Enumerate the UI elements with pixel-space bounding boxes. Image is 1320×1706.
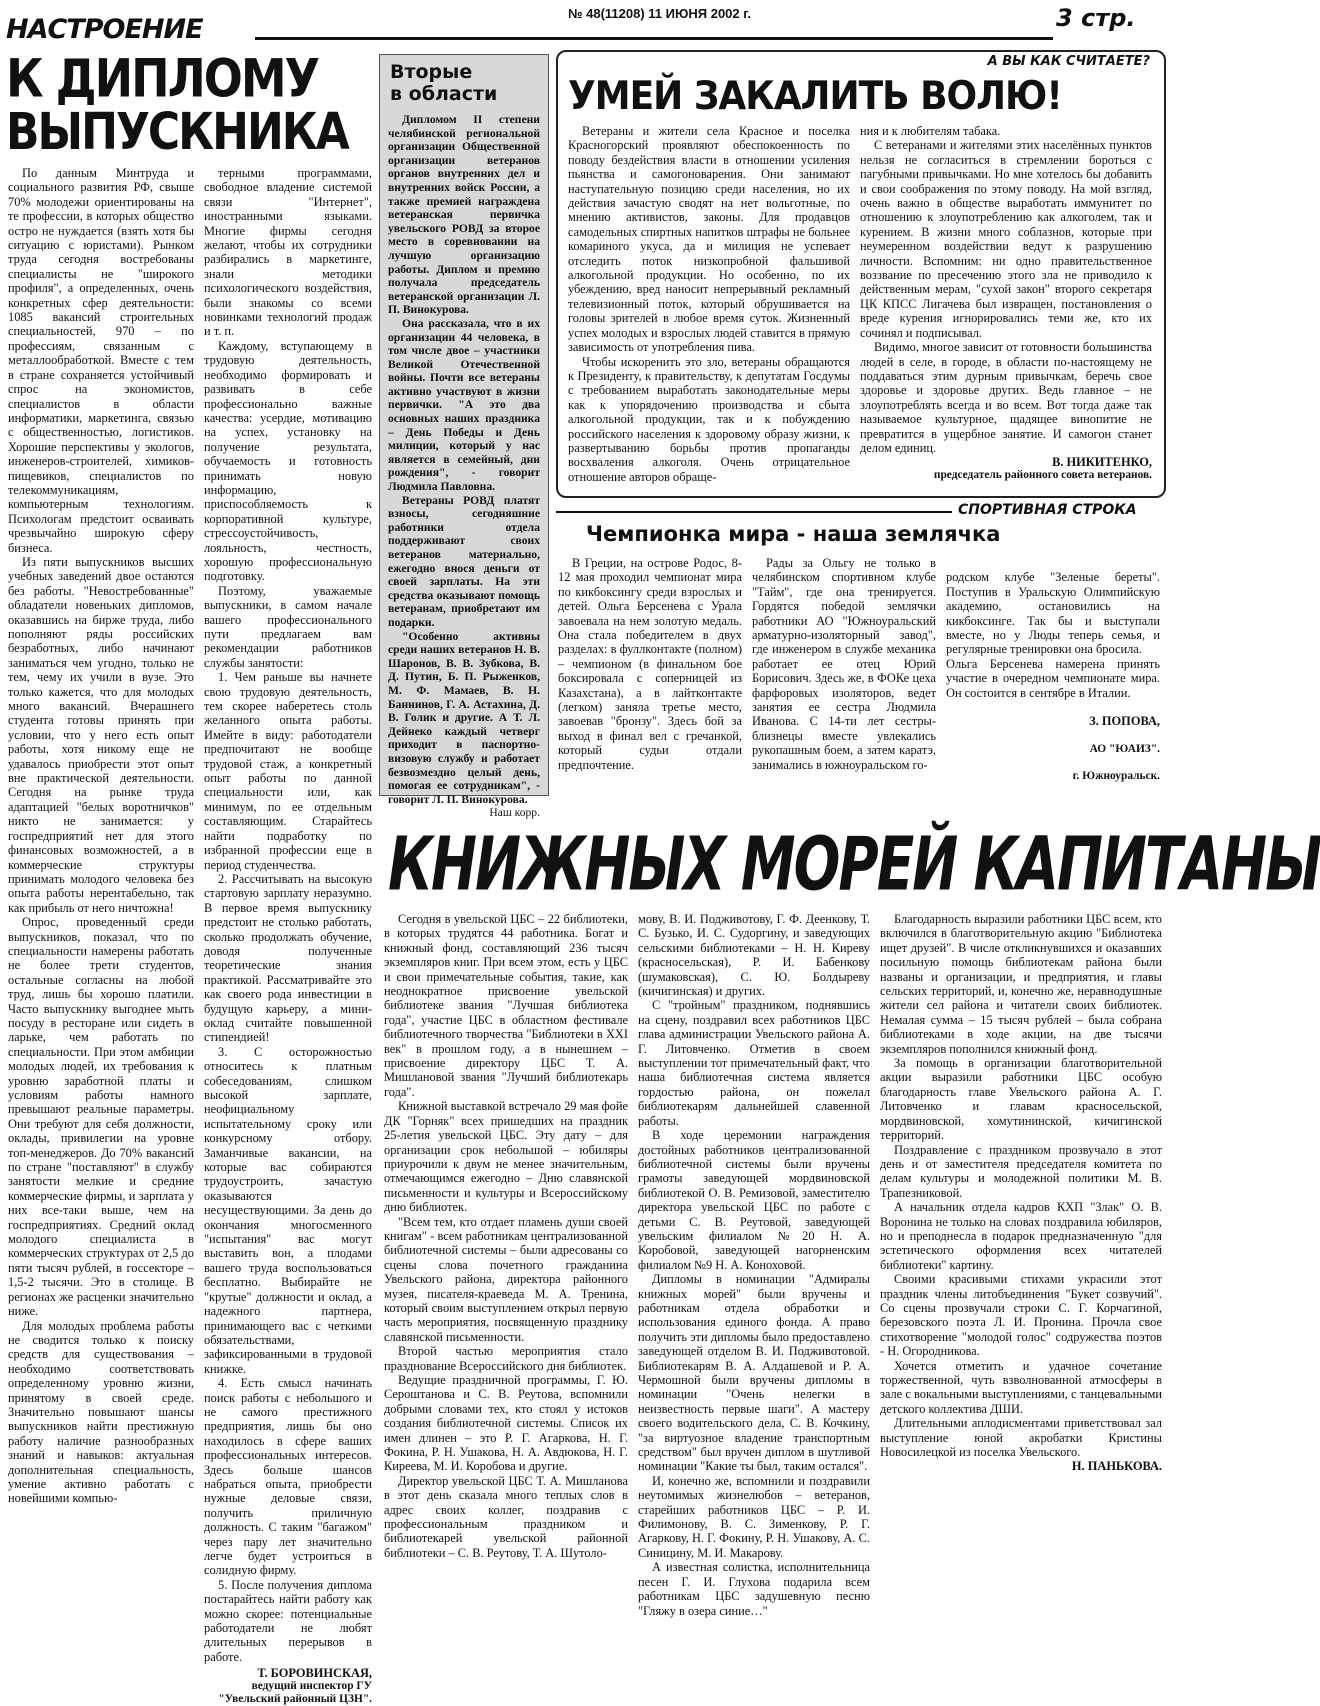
art4-column-3 — [946, 556, 1160, 796]
paragraph: мову, В. И. Подживотову, Г. Ф. Деенкову, Т. С. Бузько, И. С. Судоргину, и заведующих сельскими библиотеками – Н. Н. Киреву (красносельская), Р. И. Бабенкову (шумаковская), С. Ю. Болдыреву (кичигинская) и других. — [638, 912, 870, 999]
art4-rubric: СПОРТИВНАЯ СТРОКА — [958, 502, 1137, 518]
art3-title: УМЕЙ ЗАКАЛИТЬ ВОЛЮ! — [568, 74, 1062, 120]
art1-column-1 — [8, 166, 194, 1644]
paragraph: Поэтому, уважаемые выпускники, в самом начале вашего профессионального пути предлагаем вам рекомендации работников службы занятости: — [204, 583, 372, 670]
art1-title-line1: К ДИПЛОМУ — [6, 46, 319, 109]
art5-column-1 — [384, 912, 628, 1644]
paragraph: Хочется отметить и удачное сочетание торжественной, чуть взволнованной атмосферы в зале с вокальными выступлениями, с танцевальными детского коллектива ДШИ. — [880, 1358, 1162, 1416]
paragraph: 1. Чем раньше вы начнете свою трудовую деятельность, тем скорее наберетесь столь желанного опыта работы. Имейте в виду: работодатели предпочитают не вообще трудовой стаж, а конкретный опыт работы по данной специальности или, как минимум, по ее отдельным составляющим. Старайтесь найти подработку по избранной профессии еще в период студенчества. — [204, 670, 372, 872]
art3-author-position: председатель районного совета ветеранов. — [933, 469, 1152, 482]
paragraph: 3. С осторожностью относитесь к платным собеседованиям, слишком высокой зарплате, неофициальному испытательному сроку или конкурсному отбору. Заманчивые вакансии, на которые вас собираются трудоустроить, зачастую оказываются несуществующими. За день до окончания многосменного "испытания" вас могут выставить вон, а плодами вашего труда воспользоваться бесплатно. Выбирайте не "крутые" должности и оклад, а надежного партнера, принимающего вас с четкими обязательствами, зафиксированными в трудовой книжке. — [204, 1044, 372, 1376]
paragraph: 4. Есть смысл начинать поиск работы с небольшого и не самого престижного предприятия, лишь бы оно находилось в сфере ваших профессиональных интересов. Здесь больше шансов набраться опыта, приобрести нужные деловые связи, получить приличную должность. С таким "багажом" через пару лет значительно легче будет устроиться в солидную фирму. — [204, 1376, 372, 1578]
art1-author: Т. БОРОВИНСКАЯ, — [257, 1666, 372, 1681]
sidebar-author: Наш корр. — [489, 806, 540, 820]
issue-line: № 48(11208) 11 ИЮНЯ 2002 г. — [568, 6, 751, 21]
paragraph: И, конечно же, вспомнили и поздравили неутомимых жизнелюбов – ветеранов, старейших работников ЦБС – Р. И. Филимонову, В. С. Зименкову, Р. Г. Агаркову, Н. Г. Фокину, Р. Н. Ушакову, А. С. Синицину, М. И. Макарову. — [638, 1473, 870, 1560]
art3-column-1 — [568, 124, 850, 490]
art4-rubric-rule — [556, 511, 952, 513]
paragraph: Видимо, многое зависит от готовности большинства людей в селе, в городе, в области по-настоящему не поддаваться этим дурным привычкам, беречь свое здоровье и здоровье других. Ведь главное – не злоупотреблять всегда и во всем. Вот тогда даже так называемое культурное, щадящее винопитие не превратится в ущербное занятие. И самогон станет делом единиц. — [860, 340, 1152, 455]
paragraph: Второй частью мероприятия стало празднование Всероссийского дня библиотек. — [384, 1344, 628, 1373]
paragraph: По данным Минтруда и социального развития РФ, свыше 70% молодежи ориентированы на те профессии, в которых общество остро не нуждается (взять хотя бы ситуацию с юристами). Рынком труда сегодня востребованы специалисты не "широкого профиля", а определенных, очень конкретных сфер деятельности: 1085 вакансий строительных специальностей, 970 – по профессиям, связанным с металлообработкой. Вместе с тем в стране сохраняется устойчивый спрос на экономистов, специалистов в области информатики, маркетинга, связью с общественностью, логистиков. Хорошие перспективы у экологов, инженеров-строителей, химиков-пищевиков, специалистов по телекоммуникациям, компьютерным технологиям. Психологам предстоит осваивать чрезвычайно широкую сферу бизнеса. — [8, 166, 194, 555]
paragraph: Для молодых проблема работы не сводится только к поиску средств для существования – необходимо соответствовать определенному уровню жизни, принятому в своей среде. Значительно повышают шансы выпускников найти престижную работу наличие разнообразных знаний и навыков: актуальная дополнительная специальность, умение активно работать с новейшими компью- — [8, 1318, 194, 1506]
paragraph: Благодарность выразили работники ЦБС всем, кто включился в благотворительную акцию "Библиотека ищет друзей". В числе откликнувшихся и оказавших посильную помощь библиотекам района были названы и организации, и предприятия, и главы сельских территорий, и, конечно же, неравнодушные жители сел района и читатели своих библиотек. Немалая сумма – 15 тысяч рублей – была собрана библиотеками в ходе акции, на две тысячи экземпляров пополнился книжный фонд. — [880, 912, 1162, 1056]
paragraph: терными программами, свободное владение системой связи "Интернет", иностранными языками. Многие фирмы сегодня желают, чтобы их сотрудники разбирались в маркетинге, знали методики психологического воздействия, были знакомы со всеми новинками технологий продаж и т. п. — [204, 166, 372, 339]
paragraph: 5. После получения диплома постарайтесь найти работу как можно скорее: потенциальные работодатели не любят длительных перерывов в работе. — [204, 1577, 372, 1664]
art1-column-2 — [204, 166, 372, 1706]
paragraph: С "тройным" праздником, поднявшись на сцену, поздравил всех работников ЦБС глава администрации Увельского района А. Г. Литовченко. Отметив в своем выступлении тот примечательный факт, что наша библиотечная система является гордостью района, он пожелал библиотекарям дальнейшей славенной работы. — [638, 998, 870, 1128]
art4-author: З. ПОПОВА, — [1089, 714, 1160, 729]
paragraph: Из пяти выпускников высших учебных заведений двое остаются без работы. "Невостребованные" обладатели новеньких дипломов, оказавшись на бирже труда, либо пополняют ряды российских безработных, либо начинают заниматься чем угодно, только не тем, чему их учили в вузе. Это только кажется, что для молодых много вакансий. Вчерашнего студента готовы принять при условии, что у него есть опыт работы, хотя никому еще не удавалось приобрести этот опыт вне практической деятельности. Сегодня на рынке труда адаптацией "белых воротничков" никто не занимается: у госпредприятий нет для этого финансовых возможностей, а в коммерческие структуры принимать молодого человека без опыта работы нерентабельно, так как прибыль от него ничтожна! — [8, 554, 194, 915]
paragraph: Книжной выставкой встречало 29 мая фойе ДК "Горняк" всех пришедших на праздник 25-летия увельской ЦБС. Эту дату – для организации срок небольшой – юбиляры приурочили к двум не менее значительным, отмечающимся ежегодно – Дню славянской письменности и культуры и Всероссийскому дню библиотек. — [384, 1099, 628, 1215]
paragraph: В ходе церемонии награждения достойных работников централизованной библиотечной системы были вручены грамоты заведующей мордвиновской библиотекой О. В. Ремизовой, заместителю директора увельской ЦБС по работе с детьми С. В. Реутовой, заведующей увельским филиалом №20 Н. А. Коробовой, заведующей нагорненским филиалом №9 Н. А. Коноховой. — [638, 1128, 870, 1272]
paragraph: 2. Рассчитывать на высокую стартовую зарплату неразумно. В первое время выпускнику предстоит не столько работать, сколько продолжать обучение, доводя полученные теоретические знания практикой. Рассматривайте это как своего рода инвестиции в будущую карьеру, а мини-оклад считайте повышенной стипендией! — [204, 871, 372, 1045]
art1-title-line2: ВЫПУСКНИКА — [6, 103, 348, 162]
art5-author: Н. ПАНЬКОВА. — [1071, 1459, 1162, 1474]
paragraph: Директор увельской ЦБС Т. А. Мишланова в этот день сказала много теплых слов в адрес своих коллег, поздравив с профессиональным праздником и библиотекарей увельской районной библиотеки – С. В. Реутову, Т. А. Шутоло- — [384, 1473, 628, 1560]
art4-author-org: АО "ЮАИЗ". — [1089, 742, 1160, 755]
art3-column-2 — [860, 124, 1152, 490]
sidebar-title-line1: Вторые — [390, 61, 473, 83]
masthead-rule — [255, 37, 1053, 40]
paragraph: Ведущие праздничной программы, Г. Ю. Сероштанова и С. В. Реутова, вспомнили добрыми словами тех, кто стоял у истоков создания библиотечной системы. Список их имен длинен – это Р. Г. Агаркова, Н. Г. Фокина, Р. Н. Ушакова, Н. А. Авдюкова, Н. Г. Киреева, М. И. Коробова и другие. — [384, 1373, 628, 1474]
sidebar-box — [379, 54, 549, 820]
paragraph: "Всем тем, кто отдает пламень души своей книгам" - всем работникам централизованной библиотечной системы – были адресованы со сцены слова почетного гражданина Увельского района, директора районного музея, писателя-краеведа М. А. Тренина, который своим выступлением открыл первую часть мероприятия, посвященную празднику славянской письменности. — [384, 1214, 628, 1344]
art3-box — [556, 50, 1166, 498]
paragraph: Она рассказала, что в их организации 44 человека, в том числе двое – участники Великой Отечественной войны. Почти все ветераны активно участвуют в жизни первички. "А это два основных наших праздника – День Победы и День милиции, который у нас является в семейный, дни рождения", - говорит Людмила Павловна. — [388, 316, 540, 494]
paragraph: Дипломом II степени челябинской региональной организации Общественной организации ветеранов органов внутренних дел и внутренних войск России, а также премией награждена ветеранская первичка увельского РОВД за второе место в соревновании на лучшую организацию работы. Диплом и премию получала председатель ветеранской организации Л. П. Винокурова. — [388, 113, 540, 317]
art4-column-2 — [752, 556, 936, 796]
art4-title: Чемпионка мира - наша землячка — [586, 522, 1001, 546]
art3-author: В. НИКИТЕНКО, — [1052, 455, 1152, 470]
art4-column-1 — [558, 556, 742, 796]
art4-author-city: г. Южноуральск. — [1072, 770, 1160, 783]
paragraph: За помощь в организации благотворительной акции выразили работники ЦБС особую благодарность главе Увельского района А. Г. Литовченко и главам красносельской, мордвиновской, хомутининской, кичигинской территорий. — [880, 1056, 1162, 1143]
rubric-mood: НАСТРОЕНИЕ — [6, 14, 203, 45]
paragraph: Каждому, вступающему в трудовую деятельность, необходимо формировать и развивать в себе профессионально важные качества: усердие, мотивацию на успех, установку на получение результата, обучаемость и готовность принимать новую информацию, приспособляемость к корпоративной культуре, стрессоустойчивость, лояльность, честность, хорошую профессиональную подготовку. — [204, 338, 372, 584]
paragraph: А начальник отдела кадров КХП "Злак" О. В. Воронина не только на словах поздравила юбиляров, но и преподнесла в подарок предназначенную "для эстетического оформления всех читателей библиотеки" картину. — [880, 1200, 1162, 1272]
art5-column-3 — [880, 912, 1162, 1644]
art3-rubric: А ВЫ КАК СЧИТАЕТЕ? — [984, 54, 1154, 69]
paragraph: Рады за Ольгу не только в челябинском спортивном клубе "Тайм", где она тренируется. Гордятся победой землячки работники АО "Южноуральский арматурно-изоляторный завод", где инженером в службе механика работает ее отец Юрий Борисович. Здесь же, в ФОКе цеха фарфоровых изоляторов, ведет занятия ее сестра Людмила Иванова. С 14-ти лет сестры-близнецы вместе увлекались рукопашным боем, а затем каратэ, занимались в южноуральском го- — [752, 556, 936, 772]
paragraph: Поздравление с праздником прозвучало в этот день и от заместителя председателя комитета по делам культуры и молодежной политики М. В. Трапезниковой. — [880, 1142, 1162, 1200]
paragraph: Ветераны и жители села Красное и поселка Красногорский проявляют обеспокоенность по поводу бездействия власти в отношении усиления пьянства и самогоноварения. Они занимают наступательную позицию среди населения, но их действия зачастую сводят на нет вольготные, по мнению активистов, законы. Для продавцов самодельных спиртных напитков штрафы не больнее комариного укуса, да и милиция не успевает отследить поток низкопробной фальшивой алкогольной продукции. Но особенно, по их убеждению, вред наносит непрерывный рекламный телевизионный поток, который обрушивается на головы зрителей в любое время суток. Жизненный успех молодых и взрослых людей ставится в прямую зависимость от употребления пива. — [568, 124, 850, 355]
sidebar-title-line2: в области — [390, 83, 498, 105]
paragraph: Дипломы в номинации "Адмиралы книжных морей" были вручены и работникам отдела обработки и использования единого фонда. А право получить эти дипломы было предоставлено заведующей отделом В. И. Подживотовой. Библиотекарям В. А. Алдашевой и Р. А. Чермошной были вручены дипломы в номинации "Очень нелегки в неизвестность первые шаги". А мастеру своего водительского дела, С. В. Кочкину, "за виртуозное владение транспортным средством" был вручен диплом в шутливой номинации "Какие ты был, таким остался". — [638, 1272, 870, 1474]
art1-author-position: ведущий инспектор ГУ "Увельский районный ЦЗН". — [218, 1680, 372, 1706]
paragraph: Ветераны РОВД платят взносы, сегодняшние работники отдела поддерживают своих ветеранов материально, ежегодно внося деньги от своей зарплаты. На эти средства оказывают помощь ветеранам, приобретают им подарки. — [388, 493, 540, 629]
paragraph: А известная солистка, исполнительница песен Г. И. Глухова подарила всем работникам ЦБС задушевную песню "Гляжу в озера синие…" — [638, 1560, 870, 1618]
paragraph: Своими красивыми стихами украсили этот праздник члены литобъединения "Букет созвучий". Со сцены прозвучали строки С. Г. Корчагиной, березовского поэта Л. И. Пронина. Прочла свое стихотворение "молодой голос" содружества поэтов - Н. Огородникова. — [880, 1272, 1162, 1359]
sidebar-text — [388, 113, 540, 820]
paragraph: Длительными аплодисментами приветствовал зал выступление юной акробатки Кристины Новосилецкой из поселка Увельского. — [880, 1416, 1162, 1460]
paragraph: "Особенно активны среди наших ветеранов Н. В. Шаронов, В. В. Зубкова, В. Д. Путин, Б. П. Рыженков, М. Ф. Мамаев, В. Н. Баннинов, Г. А. Астахина, Д. В. Голик и другие. А Т. Л. Дейнеко каждый четверг приходит в паспортно-визовую службу и работает безвозмездно целый день, помогая ее сотрудникам", - говорит Л. П. Винокурова. — [388, 629, 540, 806]
art5-column-2 — [638, 912, 870, 1644]
page-number: 3 стр. — [1056, 4, 1136, 32]
paragraph: Чтобы искоренить это зло, ветераны обращаются к Президенту, к правительству, к депутатам Госдумы с требованием выработать законодательные меры как к упорядочению производства и сбыта алкогольной продукции, так и к побуждению российского населения к здоровому образу жизни, к развертыванию борьбы против пропаганды восхваления алкоголя. Очень отрицательное отношение авторов обраще- — [568, 354, 850, 484]
paragraph: В Греции, на острове Родос, 8-12 мая проходил чемпионат мира по кикбоксингу среди взрослых и детей. Ольга Берсенева с Урала завоевала на нем золотую медаль. Она стала победителем в двух разделах: в фуллконтакте (полном) – чемпионом (в финальном бое боксировала с соперницей из Казахстана), а в лайтконтакте (легком) заняла третье место, завоевав "бронзу". Здесь бой за выход в финал вел с гречанкой, который судьи отдали предпочтение. — [558, 556, 742, 772]
paragraph: ния и к любителям табака. — [860, 124, 1001, 138]
paragraph: С ветеранами и жителями этих населённых пунктов нельзя не согласиться в стремлении бороться с пагубными привычками. Но мне хотелось бы добавить и свои соображения по этому поводу. На мой взгляд, очень важно в обществе выработать иммунитет по отношению к злоупотреблению как алкоголем, так и курением. В жизни много соблазнов, которые при неумеренном воздействии ведут к разрушению личности. Вспомним: ни одно правительственное воззвание по пресечению этого зла не приводило к действенным мерам, "сухой закон" второго секретаря ЦК КПСС Лигачева был извращен, постановления о вреде курения игнорировались теми же, кто их сочинял и подписывал. — [860, 138, 1152, 340]
paragraph: родском клубе "Зеленые береты". Поступив в Уральскую Олимпийскую академию, остановились на кикбоксинге. Так бы и выступали вместе, но у Люды теперь семья, и регулярные тренировки она бросила. Ольга Берсенева намерена принять участие в очередном чемпионате мира. Он состоится в сентябре в Италии. — [946, 570, 1160, 700]
art5-title: КНИЖНЫХ МОРЕЙ КАПИТАНЫ — [388, 820, 1320, 908]
paragraph: Опрос, проведенный среди выпускников, показал, что по специальности намерены работать не более трети студентов, остальные согласны на любой труд, лишь бы хорошо платили. Часто выпускнику выгоднее мыть посуду в ресторане или сидеть в ларьке, чем работать по специальности. При этом амбиции молодых людей, их требования к уровню заработной платы и условиям работы намного превышают реальные параметры. Они требуют для себя должности, оклады, привилегии на уровне топ-менеджеров. До 70% вакансий по стране "поставляют" в службу занятости мелкие и средние коммерческие фирмы, и зарплата у них все-таки выше, чем на госпредприятиях. Средний оклад молодого специалиста в коммерческих структурах от 2,5 до пяти тысяч рублей, в госсекторе – 1,5-2 тысячи. Это в столице. В регионах же расценки значительно ниже. — [8, 915, 194, 1319]
paragraph: Сегодня в увельской ЦБС – 22 библиотеки, в которых трудятся 44 работника. Богат и книжный фонд, составляющий 236 тысяч экземпляров книг. При всем этом, есть у ЦБС и свои примечательные события, такие, как неоднократное присвоение увельской библиотеке звания "Лучшая библиотека года", участие ЦБС в областном фестивале библиотечного творчества "Библиотеки в XXI век" в прошлом году, а в нынешнем – присвоение директору ЦБС Т. А. Мишлановой звания "Лучший библиотекарь года". — [384, 912, 628, 1099]
